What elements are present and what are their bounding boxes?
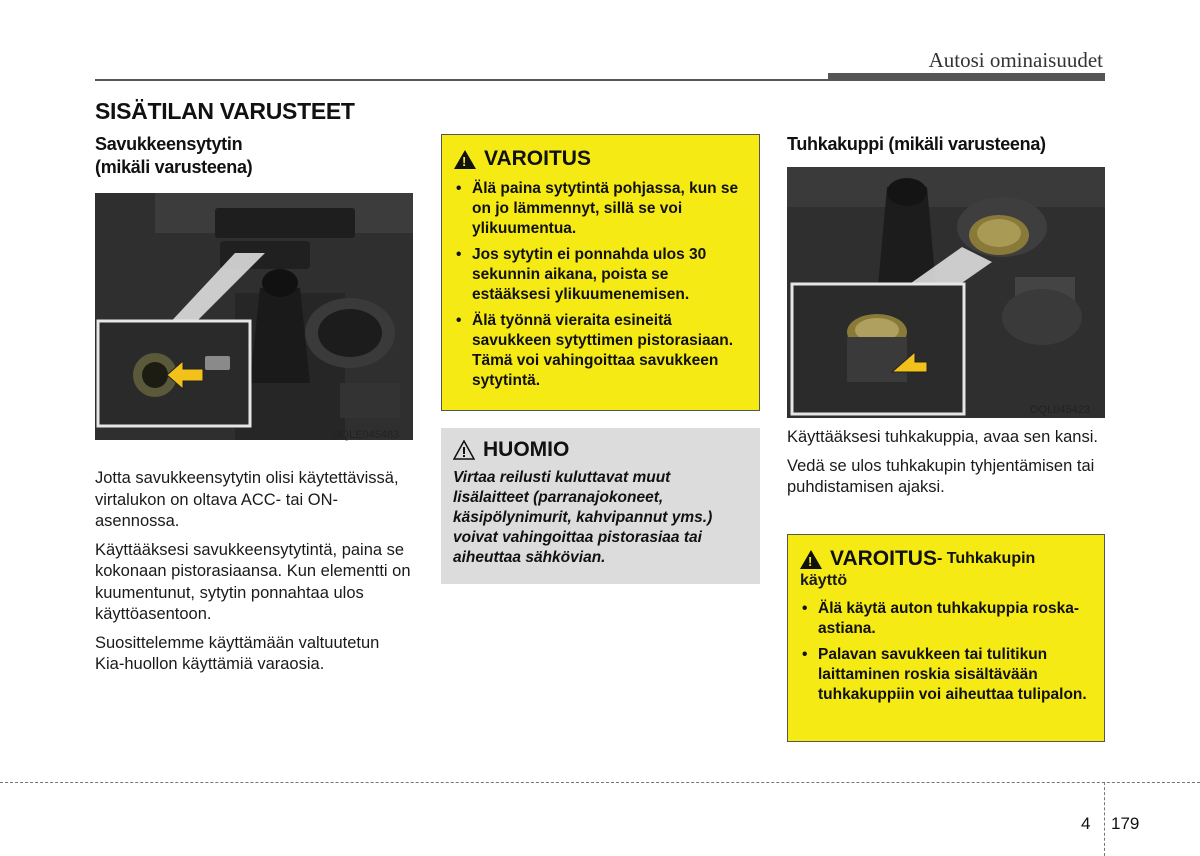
caution-text: Virtaa reilusti kuluttavat muut lisälaitteet (parranajokoneet, käsipölynimurit, kahvipannut yms.) voivat vahingoittaa pistorasiaa tai aiheuttaa sähkövian. bbox=[453, 469, 713, 566]
lighter-warning-title-text: VAROITUS bbox=[484, 147, 591, 170]
ashtray-paragraph-2: Vedä se ulos tuhkakupin tyhjentämisen tai puhdistamisen ajaksi. bbox=[787, 456, 1095, 496]
lighter-warning-item-3: • Älä työnnä vieraita esineitä savukkeen sytyttimen pistorasiaan. Tämä voi vahingoittaa savukkeen sytytintä. bbox=[454, 311, 749, 391]
ashtray-image-code: OQL045423 bbox=[1030, 404, 1090, 416]
lighter-warning-list bbox=[454, 179, 749, 391]
ashtray-warning-title bbox=[800, 547, 1094, 571]
footer-page-divider bbox=[1104, 782, 1105, 856]
lighter-subtitle-line2: (mikäli varusteena) bbox=[95, 157, 253, 177]
chapter-number: 4 bbox=[1081, 814, 1091, 833]
lighter-photo bbox=[95, 193, 413, 440]
ashtray-warning-item-1: • Älä käytä auton tuhkakuppia roska-astiana. bbox=[800, 599, 1094, 639]
section-title: SISÄTILAN VARUSTEET bbox=[95, 98, 355, 124]
lighter-paragraph-2: Käyttääksesi savukkeensytytintä, paina se kokonaan pistorasiaansa. Kun elementti on kuumentunut, sytytin ponnahtaa ulos käyttöasentoon. bbox=[95, 540, 411, 623]
page-number: 179 bbox=[1111, 814, 1140, 833]
lighter-warning-title bbox=[454, 147, 749, 171]
ashtray-illustration bbox=[787, 167, 1105, 418]
lighter-subtitle bbox=[95, 133, 252, 179]
warning-triangle-icon bbox=[454, 150, 476, 169]
lighter-description bbox=[95, 468, 413, 676]
ashtray-paragraph-1: Käyttääksesi tuhkakuppia, avaa sen kansi. bbox=[787, 428, 1098, 446]
ashtray-warning-title-text: VAROITUS bbox=[830, 547, 937, 570]
lighter-warning-item-1: • Älä paina sytytintä pohjassa, kun se on jo lämmennyt, sillä se voi ylikuumentua. bbox=[454, 179, 749, 239]
warning-triangle-icon bbox=[800, 550, 822, 569]
lighter-warning-box bbox=[441, 134, 760, 411]
ashtray-warning-item-2: • Palavan savukkeen tai tulitikun laittaminen roskia sisältävään tuhkakuppiin voi aiheuttaa tulipalon. bbox=[800, 645, 1094, 705]
ashtray-photo bbox=[787, 167, 1105, 418]
caution-title-text: HUOMIO bbox=[483, 438, 570, 461]
ashtray-warning-list bbox=[800, 599, 1094, 705]
ashtray-warning-title-line2: käyttö bbox=[800, 572, 848, 589]
caution-triangle-icon bbox=[453, 440, 475, 460]
header-rule-accent bbox=[828, 73, 1105, 81]
chapter-title: Autosi ominaisuudet bbox=[928, 48, 1103, 72]
lighter-paragraph-3: Suosittelemme käyttämään valtuutetun Kia-huollon käyttämiä varaosia. bbox=[95, 633, 380, 673]
footer-divider bbox=[0, 782, 1200, 783]
lighter-paragraph-1: Jotta savukkeensytytin olisi käytettävissä, virtalukon on oltava ACC- tai ON-asennossa. bbox=[95, 469, 399, 530]
ashtray-subtitle: Tuhkakuppi (mikäli varusteena) bbox=[787, 134, 1046, 154]
caution-box bbox=[441, 428, 760, 584]
lighter-illustration bbox=[95, 193, 413, 440]
caution-title bbox=[453, 438, 750, 462]
lighter-image-code: OQLE045483 bbox=[332, 429, 400, 441]
ashtray-warning-box bbox=[787, 534, 1105, 742]
ashtray-warning-title-suffix: - Tuhkakupin bbox=[936, 550, 1036, 567]
ashtray-description bbox=[787, 427, 1105, 499]
lighter-subtitle-line1: Savukkeensytytin bbox=[95, 134, 243, 154]
lighter-warning-item-2: • Jos sytytin ei ponnahda ulos 30 sekunnin aikana, poista se estääksesi ylikuumenemisen. bbox=[454, 245, 749, 305]
